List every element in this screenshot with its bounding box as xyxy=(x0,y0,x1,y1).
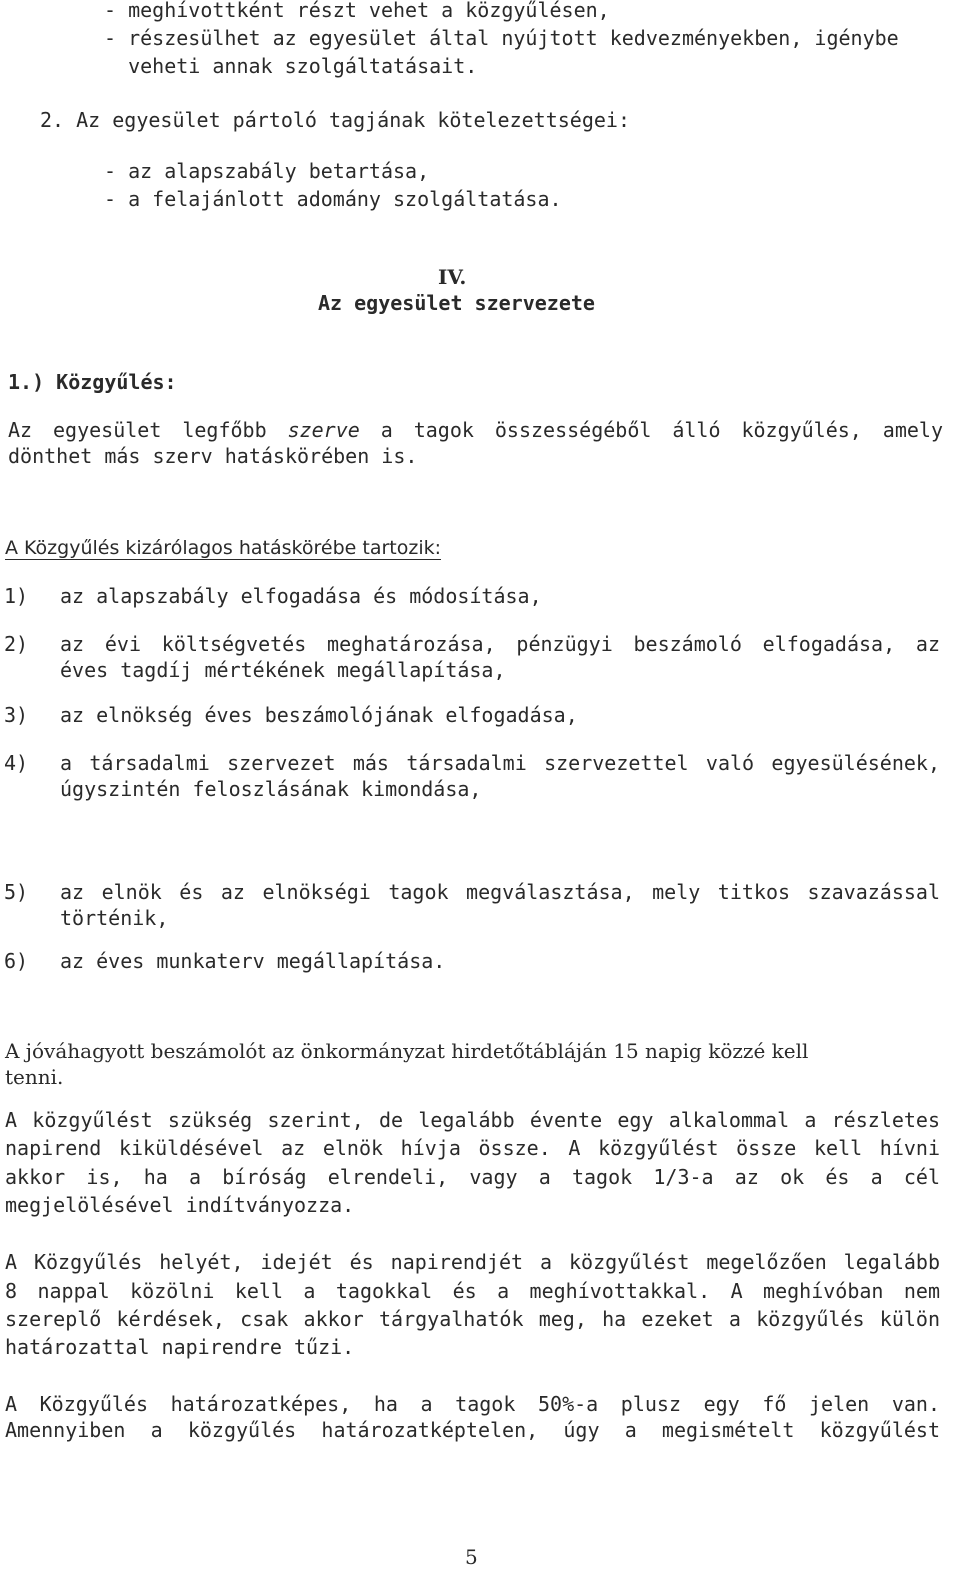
powers-item-text: az elnökség éves beszámolójának elfogadása, xyxy=(60,703,578,727)
paragraph-line: napirend kiküldésével az elnök hívja össze. A közgyűlést össze kell hívni xyxy=(5,1136,940,1160)
paragraph-line: megjelölésével indítványozza. xyxy=(5,1193,355,1217)
paragraph-line: A közgyűlést szükség szerint, de legalább évente egy alkalommal a részletes xyxy=(5,1108,940,1132)
obligation-item: - a felajánlott adomány szolgáltatása. xyxy=(104,187,562,211)
assembly-intro: Az egyesület legfőbb szerve a tagok összességéből álló közgyűlés, amely xyxy=(8,418,943,442)
powers-item-number: 1) xyxy=(4,584,29,608)
powers-item-text: az éves munkaterv megállapítása. xyxy=(60,949,446,973)
chapter-number: IV. xyxy=(438,265,467,289)
paragraph-line: határozattal napirendre tűzi. xyxy=(5,1335,355,1359)
powers-item-number: 4) xyxy=(4,751,29,775)
powers-item-text: történik, xyxy=(60,906,169,930)
powers-item-number: 6) xyxy=(4,949,29,973)
powers-heading: A Közgyűlés kizárólagos hatáskörébe tartozik: xyxy=(5,537,441,559)
paragraph-line: 8 nappal közölni kell a tagokkal és a meghívottakkal. A meghívóban nem xyxy=(5,1279,940,1303)
powers-item-number: 2) xyxy=(4,632,29,656)
member-right-item: - részesülhet az egyesület által nyújtott kedvezményekben, igénybe xyxy=(104,26,899,50)
assembly-intro-line2: dönthet más szerv hatáskörében is. xyxy=(8,444,418,468)
powers-item-number: 5) xyxy=(4,880,29,904)
assembly-intro-italic: szerve xyxy=(287,418,360,442)
powers-item-text: a társadalmi szervezet más társadalmi szervezettel való egyesülésének, xyxy=(60,751,940,775)
powers-item-text: úgyszintén feloszlásának kimondása, xyxy=(60,777,482,801)
powers-item-text: az évi költségvetés meghatározása, pénzügyi beszámoló elfogadása, az xyxy=(60,632,940,656)
obligation-item: - az alapszabály betartása, xyxy=(104,159,430,183)
powers-item-text: az alapszabály elfogadása és módosítása, xyxy=(60,584,542,608)
chapter-title: Az egyesület szervezete xyxy=(318,291,595,315)
paragraph-line: szereplő kérdések, csak akkor tárgyalhatók meg, ha ezeket a közgyűlés külön xyxy=(5,1307,940,1331)
paragraph-line: A Közgyűlés határozatképes, ha a tagok 50%-a plusz egy fő jelen van. xyxy=(5,1392,940,1416)
paragraph-line: akkor is, ha a bíróság elrendeli, vagy a tagok 1/3-a az ok és a cél xyxy=(5,1165,940,1189)
paragraph-line: Amennyiben a közgyűlés határozatképtelen, úgy a megismételt közgyűlést xyxy=(5,1418,940,1442)
powers-item-text: éves tagdíj mértékének megállapítása, xyxy=(60,658,506,682)
section-heading: 2. Az egyesület pártoló tagjának kötelezettségei: xyxy=(40,108,631,132)
powers-item-number: 3) xyxy=(4,703,29,727)
member-right-item: - meghívottként részt vehet a közgyűlésen, xyxy=(104,0,610,22)
powers-item-text: az elnök és az elnökségi tagok megválasztása, mely titkos szavazással xyxy=(60,880,940,904)
paragraph-line: tenni. xyxy=(5,1065,64,1089)
assembly-heading: 1.) Közgyűlés: xyxy=(8,370,177,394)
paragraph-line: A Közgyűlés helyét, idejét és napirendjét a közgyűlést megelőzően legalább xyxy=(5,1250,940,1274)
page-number: 5 xyxy=(465,1545,478,1569)
paragraph-line: A jóváhagyott beszámolót az önkormányzat hirdetőtábláján 15 napig közzé kell xyxy=(5,1039,809,1063)
member-right-item-cont: veheti annak szolgáltatásait. xyxy=(104,54,478,78)
